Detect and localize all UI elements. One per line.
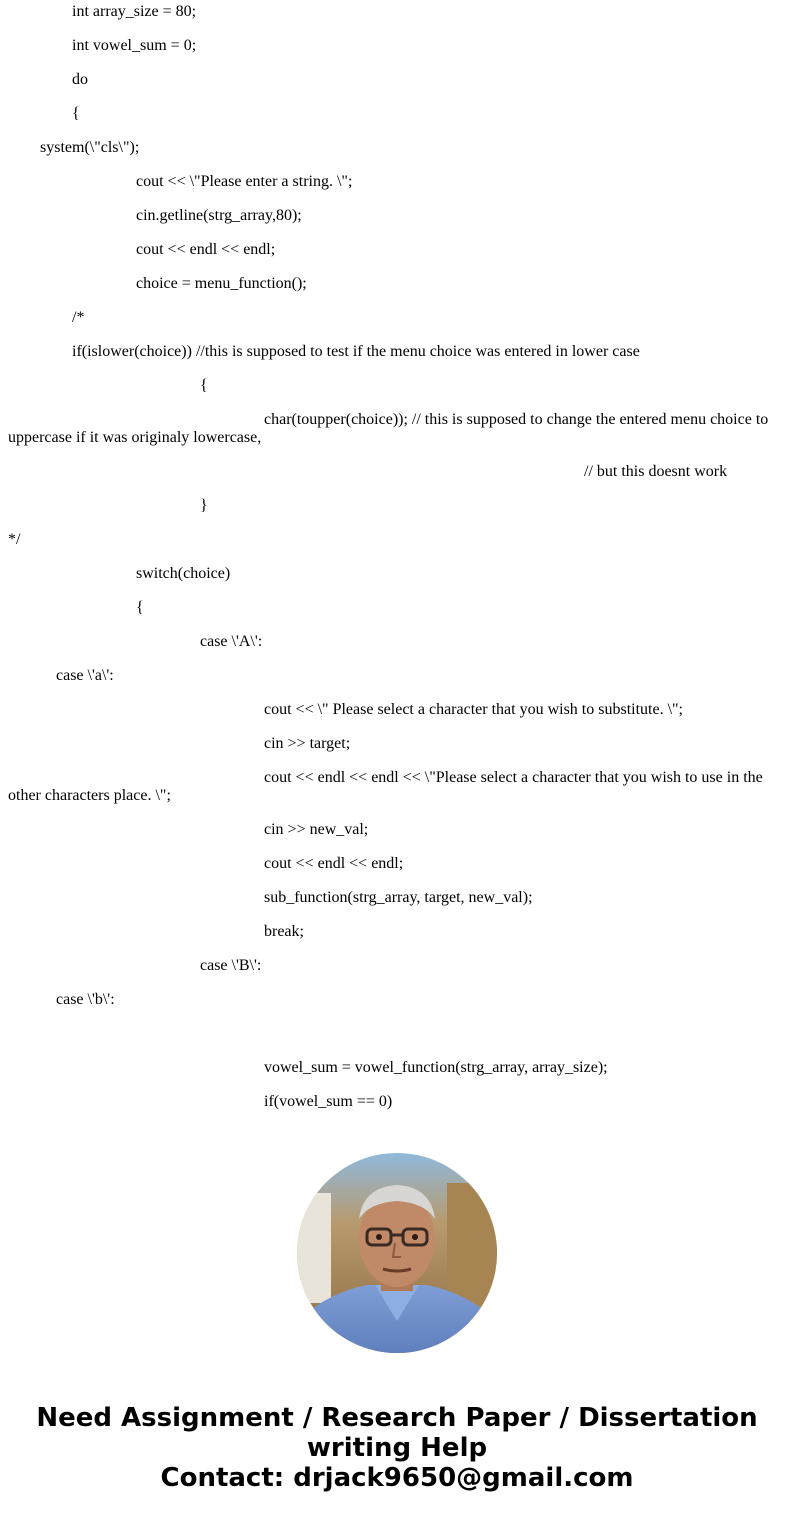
code-line: } [200, 497, 208, 514]
code-line: { [72, 105, 80, 122]
code-line: cout << \"Please enter a string. \"; [136, 173, 353, 190]
code-line: cin.getline(strg_array,80); [136, 207, 302, 224]
code-line: { [136, 599, 144, 616]
code-line: case \'a\': [56, 667, 114, 684]
promo-line-1: Need Assignment / Research Paper / Dissertation [36, 1403, 758, 1433]
promo-line-2: writing Help [306, 1433, 488, 1463]
code-line: case \'B\': [200, 957, 262, 974]
code-line-wrapped: char(toupper(choice)); // this is supposed to change the entered menu choice to uppercase if it was originaly lowercase, [8, 411, 769, 446]
code-line: int array_size = 80; [72, 3, 197, 20]
code-line: if(islower(choice)) //this is supposed to test if the menu choice was entered in lower case [72, 343, 640, 360]
code-line: do [72, 71, 88, 88]
promo-contact: Contact: drjack9650@gmail.com [160, 1463, 634, 1493]
code-line: cin >> new_val; [264, 821, 369, 838]
promo-banner [0, 1403, 794, 1493]
code-line: /* [72, 309, 85, 326]
code-line: break; [264, 923, 304, 940]
code-line: choice = menu_function(); [136, 275, 307, 292]
code-line: case \'A\': [200, 633, 263, 650]
code-line: case \'b\': [56, 991, 115, 1008]
code-line: system(\"cls\"); [40, 139, 140, 156]
code-line: int vowel_sum = 0; [72, 37, 197, 54]
code-line: cout << endl << endl; [136, 241, 276, 258]
code-line: */ [8, 531, 21, 548]
code-line: sub_function(strg_array, target, new_val); [264, 889, 533, 906]
code-line: vowel_sum = vowel_function(strg_array, array_size); [264, 1059, 608, 1076]
code-line: { [200, 377, 208, 394]
code-line: cout << endl << endl; [264, 855, 404, 872]
code-line-wrapped: cout << endl << endl << \"Please select a character that you wish to use in the other characters place. \"; [8, 769, 763, 804]
code-line: cin >> target; [264, 735, 351, 752]
author-photo-icon [297, 1153, 497, 1353]
code-line: cout << \" Please select a character that you wish to substitute. \"; [264, 701, 683, 718]
code-line: if(vowel_sum == 0) [264, 1093, 393, 1110]
code-line: switch(choice) [136, 565, 231, 582]
code-line: // but this doesnt work [584, 463, 728, 480]
author-avatar [297, 1153, 497, 1353]
